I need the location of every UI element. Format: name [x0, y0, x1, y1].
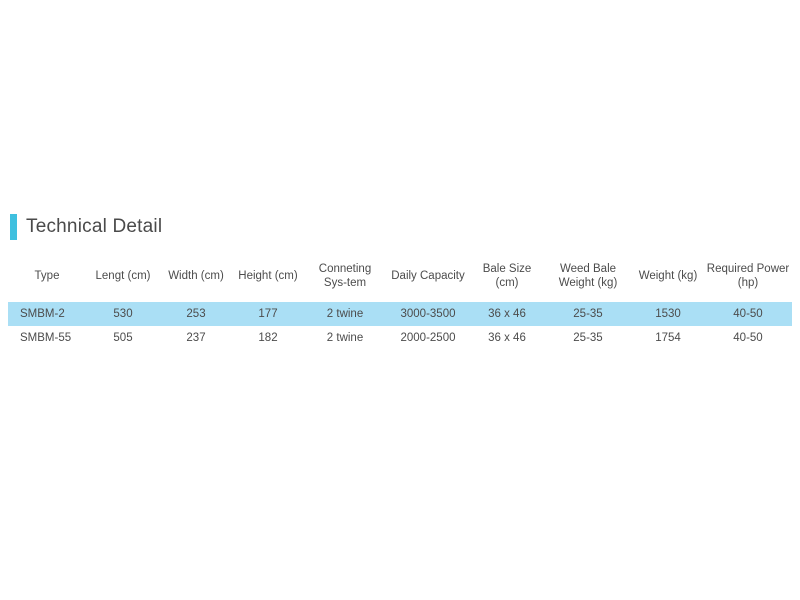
cell-weight: 1754	[655, 332, 681, 344]
table-row	[8, 326, 792, 350]
cell-connecting-system: 2 twine	[326, 332, 364, 344]
cell-daily-capacity: 2000-2500	[400, 332, 456, 344]
cell-bale-size: 36 x 46	[470, 302, 544, 326]
technical-detail-section	[8, 212, 792, 350]
column-header-weight: Weight (kg)	[638, 270, 698, 282]
column-header-width: Width (cm)	[168, 270, 224, 282]
cell-height: 177	[232, 302, 304, 326]
column-header-connecting-system: Conneting Sys-tem	[318, 263, 372, 289]
column-header-weed-bale-weight: Weed Bale Weight (kg)	[558, 263, 618, 289]
table-header-row	[8, 256, 792, 302]
cell-type: SMBM-55	[20, 332, 72, 344]
cell-length: 505	[113, 332, 133, 344]
cell-height: 182	[258, 332, 278, 344]
accent-bar	[10, 214, 17, 240]
cell-weight: 1530	[632, 302, 704, 326]
cell-type: SMBM-2	[8, 302, 86, 326]
technical-detail-table	[8, 256, 792, 350]
table-row	[8, 302, 792, 326]
cell-width: 237	[186, 332, 206, 344]
cell-daily-capacity: 3000-3500	[386, 302, 470, 326]
column-header-height: Height (cm)	[238, 270, 298, 282]
cell-bale-size: 36 x 46	[488, 332, 526, 344]
cell-weed-bale-weight: 25-35	[573, 332, 603, 344]
column-header-type: Type	[34, 270, 60, 282]
section-header	[10, 212, 792, 242]
cell-connecting-system: 2 twine	[304, 302, 386, 326]
column-header-length: Lengt (cm)	[95, 270, 151, 282]
page-title: Technical Detail	[26, 216, 163, 237]
cell-required-power: 40-50	[733, 332, 763, 344]
cell-weed-bale-weight: 25-35	[544, 302, 632, 326]
column-header-daily-capacity: Daily Capacity	[391, 270, 465, 282]
column-header-bale-size: Bale Size (cm)	[482, 263, 532, 289]
cell-required-power: 40-50	[704, 302, 792, 326]
column-header-required-power: Required Power (hp)	[706, 263, 790, 289]
cell-width: 253	[160, 302, 232, 326]
cell-length: 530	[86, 302, 160, 326]
